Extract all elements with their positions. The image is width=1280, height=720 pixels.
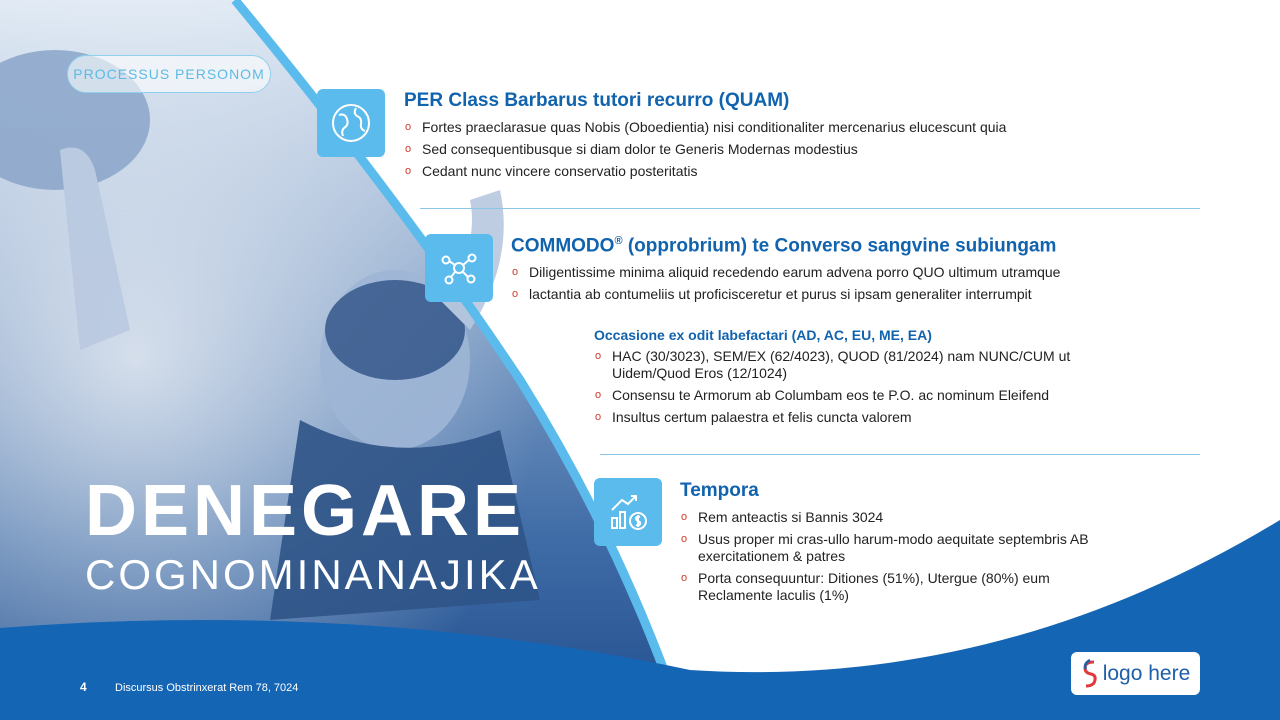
section-icon-box (594, 478, 662, 546)
globe-icon (329, 101, 373, 145)
hero-title: DENEGARE (85, 471, 526, 551)
list-item: o Fortes praeclarasue quas Nobis (Oboedientia) nisi conditionaliter mercenarius elucescunt quia (404, 119, 1124, 136)
section-divider (420, 208, 1200, 209)
logo-text: logo here (1102, 661, 1191, 685)
section-divider (600, 454, 1200, 455)
list-item: o lactantia ab contumeliis ut proficisceretur et purus si ipsam generaliter interrumpit (511, 286, 1191, 303)
section-icon-box (425, 234, 493, 302)
logo-mark-icon (1081, 659, 1099, 689)
bullet-list (511, 264, 1191, 308)
hero-subtitle: COGNOMINANAJIKA (85, 551, 541, 598)
list-item: o Insultus certum palaestra et felis cuncta valorem (594, 409, 1134, 426)
section-title: Tempora (680, 480, 759, 501)
money-growth-icon (606, 490, 650, 534)
list-item: o Cedant nunc vincere conservatio posteritatis (404, 163, 1124, 180)
section-icon-box (317, 89, 385, 157)
bullet-list (680, 509, 1120, 609)
footer-text: Discursus Obstrinxerat Rem 78, 7024 (115, 682, 299, 694)
list-item: o Consensu te Armorum ab Columbam eos te P.O. ac nominum Eleifend (594, 387, 1134, 404)
list-item: o Rem anteactis si Bannis 3024 (680, 509, 1120, 526)
sub-bullet-list (594, 348, 1134, 431)
molecule-icon (437, 246, 481, 290)
logo (1071, 652, 1200, 695)
list-item: o HAC (30/3023), SEM/EX (62/4023), QUOD (81/2024) nam NUNC/CUM ut Uidem/Quod Eros (12/1024) (594, 348, 1134, 382)
list-item: o Sed consequentibusque si diam dolor te Generis Modernas modestius (404, 141, 1124, 158)
list-item: o Diligentissime minima aliquid recedendo earum advena porro QUO ultimum utramque (511, 264, 1191, 281)
section-title: COMMODO® (opprobrium) te Converso sangvine subiungam (511, 235, 1057, 257)
list-item: o Porta consequuntur: Ditiones (51%), Utergue (80%) eum Reclamente laculis (1%) (680, 570, 1120, 604)
category-tag: PROCESSUS PERSONOM (67, 55, 271, 93)
section-title: PER Class Barbarus tutori recurro (QUAM) (404, 90, 790, 111)
subheading: Occasione ex odit labefactari (AD, AC, EU, ME, EA) (594, 327, 932, 343)
list-item: o Usus proper mi cras-ullo harum-modo aequitate septembris AB exercitationem & patres (680, 531, 1120, 565)
page-number: 4 (80, 680, 87, 694)
bullet-list (404, 119, 1124, 185)
